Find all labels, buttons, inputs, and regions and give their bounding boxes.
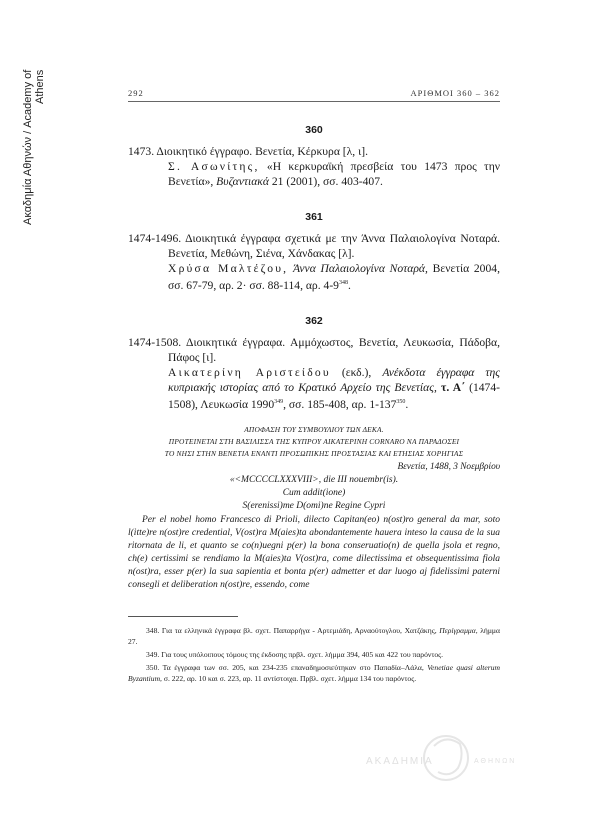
entry-author: Σ. Ασωνίτης, [168,160,260,173]
document-heading-line: ΠΡΟΤΕΙΝΕΤΑΙ ΣΤΗ ΒΑΣΙΛΙΣΣΑ ΤΗΣ ΚΥΠΡΟΥ ΑΙΚΑΤΕΡΙΝΗ CORNARO ΝΑ ΠΑΡΑΔΟΣΕΙ [168,436,460,446]
running-title: ΑΡΙΘΜΟΙ 360 – 362 [410,88,500,98]
entry-reference: Σ. Ασωνίτης, «Η κερκυραϊκή πρεσβεία του 1473 προς την Βενετία», Βυζαντιακά 21 (2001), σσ. 403-407. [168,160,501,188]
catalog-entry [128,144,500,189]
footnote-marker: 348 [338,280,348,286]
document-centered-line: S(erenissi)me D(omi)ne Regine Cypri [242,500,386,511]
catalog-entry [128,335,500,412]
entry-number: 360 [305,124,323,136]
document-centered-line: Cum addit(ione) [282,487,346,498]
document-transcription [128,424,500,592]
entry-number: 361 [305,211,323,223]
catalog-entry [128,231,500,293]
entry-reference: Χρύσα Μαλτέζου, Άννα Παλαιολογίνα Νοταρά, Βενετία 2004, σσ. 67-79, αρ. 2· σσ. 88-114, αρ. $4-9^{348}$. [168,262,500,292]
document-heading-line: ΤΟ ΝΗΣΙ ΣΤΗΝ ΒΕΝΕΤΙΑ ΕΝΑΝΤΙ ΠΡΟΣΩΠΙΚΗΣ ΠΡΟΣΤΑΣΙΑΣ ΚΑΙ ΕΤΗΣΙΑΣ ΧΟΡΗΓΙΑΣ [164,449,464,459]
document-centered-line: «<MCCCCLXXXVIII>, die III nouembr(is). [229,474,399,485]
watermark-left-word: ΑΚΑΔΗΜΙΑ [366,756,434,767]
document-place-date: Βενετία, 1488, 3 Νοεμβρίου [397,462,500,473]
side-label: Ακαδημία Αθηνών / Academy of Athens [22,70,46,226]
academy-watermark [366,728,526,788]
document-body: Per el nobel homo Francesco di Prioli, dilecto Capitan(eo) n(ost)ro general da mar, soto l(itte)re n(ost)re credential, V(ost)ra M(aies)ta abondantemente hauera inteso la causa de la sua ritornata de li, et quanto se co(n)uegni p(er) la bona conseruatio(n) de quella jsola et regno, ch(e) certissimi se rendiamo la M(aies)ta V(ost)ra, come dilectissima et obsequentissima fiola n(ost)ra, esser p(er) la sua sapientia et bonta p(er) admetter et dar luogo aj fidelissimi paterni consegli et deliberation n(ost)re, essendo, come [128,514,500,590]
page [128,88,500,686]
entry-number: 362 [305,314,323,327]
document-heading-line: ΑΠΟΦΑΣΗ ΤΟΥ ΣΥΜΒΟΥΛΙΟΥ ΤΩΝ ΔΕΚΑ. [244,424,384,434]
footnote-marker: 350 [396,398,406,405]
footnote-divider [128,616,238,617]
footnote: 348. Για τα ελληνικά έγγραφα βλ. σχετ. Παπαρρήγα - Αρτεμιάδη, Αρναούτογλου, Χατζάκης, Περίγραμμα, λήμμα 27. [128,625,500,646]
footnote: 349. Για τους υπόλοιπους τόμους της έκδοσης πρβλ. σχετ. λήμμα 394, 405 και 422 του παρόντος. [146,649,444,659]
entry-description: 1473. Διοικητικό έγγραφο. Βενετία, Κέρκυρα [λ, ι]. [128,145,368,158]
footnote-marker: 349 [274,398,284,405]
page-header [128,88,500,102]
entry-author: Αικατερίνη Αριστείδου [168,365,331,379]
entry-author: Χρύσα Μαλτέζου, [168,262,289,275]
entry-description: 1474-1508. Διοικητικά έγγραφα. Αμμόχωστος, Βενετία, Λευκωσία, Πάδοβα, Πάφος [ι]. [128,335,500,364]
watermark-right-word: ΑΘΗΝΩΝ [474,758,517,765]
entry-description: 1474-1496. Διοικητικά έγγραφα σχετικά με την Άννα Παλαιολογίνα Νοταρά. Βενετία, Μεθώνη, Σιένα, Χάνδακας [λ]. [128,232,500,260]
entry-reference: Αικατερίνη Αριστείδου (εκδ.), Ανέκδοτα έγγραφα της κυπριακής ιστορίας από το Κρατικό Αρχείο της Βενετίας, τ. Α΄ (1474-1508), Λευκωσία 1990$^{349}$, σσ. 185-408, αρ. $1-137^{350}$. [168,365,501,411]
footnote: 350. Τα έγγραφα των σσ. 205, και 234-235 επαναδημοσιεύτηκαν στο Παπαδία–Λάλα, Venetiae quasi alterum Byzantium, σ. 222, αρ. 10 και σ. 223, αρ. 11 αντίστοιχα. Πρβλ. σχετ. λήμμα 134 του παρόντος. [128,662,500,683]
page-number: 292 [128,88,144,98]
